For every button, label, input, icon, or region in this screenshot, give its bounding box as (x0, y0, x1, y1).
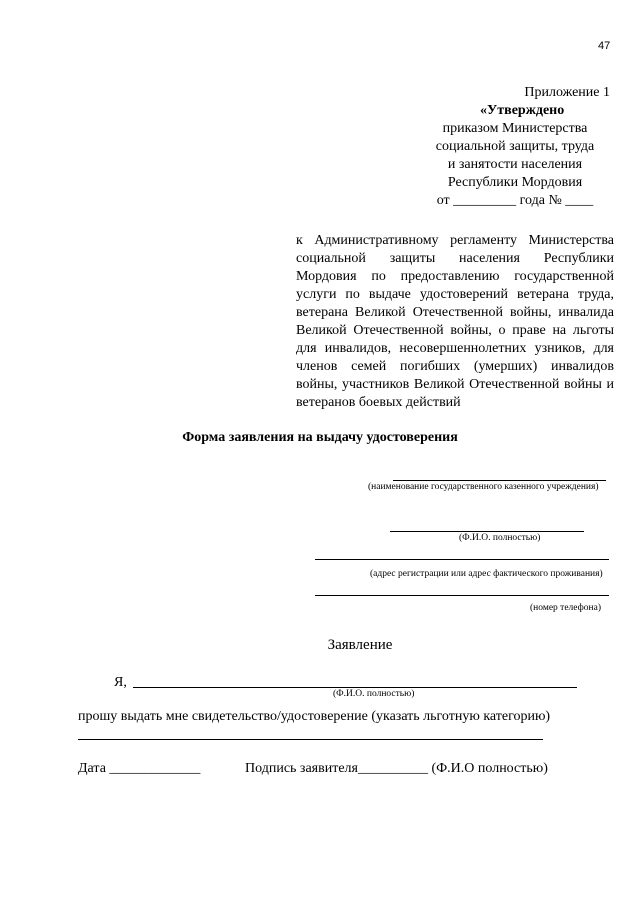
regulation-reference: к Административному регламенту Министерства социальной защиты населения Республики Мордовия по предоставлению государственной услуги по выдаче удостоверений ветерана труда, ветерана Великой Отечественной войны, инвалида Великой Отечественной войны, о праве на льготы для инвалидов, несовершеннолетних узников, для членов семей погибших (умерших) инвалидов войны, участников Великой Отечественной войны и ветеранов боевых действий (296, 233, 614, 410)
institution-caption: (наименование государственного казенного учреждения) (368, 482, 599, 492)
approval-block (420, 84, 610, 210)
applicant-fio-field[interactable] (133, 687, 577, 688)
fio-caption: (Ф.И.О. полностью) (459, 533, 541, 543)
approval-line-1: приказом Министерства (442, 121, 588, 136)
approval-line-2: социальной защиты, труда (435, 139, 595, 154)
signature-label: Подпись заявителя__________ (Ф.И.О полностью) (245, 761, 548, 776)
applicant-fio-caption: (Ф.И.О. полностью) (333, 689, 415, 699)
institution-field[interactable] (393, 480, 606, 481)
approval-line-4: Республики Мордовия (447, 175, 583, 190)
date-label: Дата _____________ (78, 761, 201, 776)
i-label: Я, (114, 675, 127, 690)
phone-field[interactable] (315, 595, 609, 596)
statement-title: Заявление (327, 637, 393, 653)
address-field[interactable] (315, 559, 609, 560)
page-number: 47 (598, 40, 611, 52)
form-title: Форма заявления на выдачу удостоверения (182, 430, 458, 445)
address-caption: (адрес регистрации или адрес фактического проживания) (370, 569, 603, 579)
appendix-label: Приложение 1 (524, 85, 610, 100)
fio-field[interactable] (390, 531, 584, 532)
request-text: прошу выдать мне свидетельство/удостоверение (указать льготную категорию) (78, 709, 551, 724)
approval-line-3: и занятости населения (447, 157, 583, 172)
phone-caption: (номер телефона) (530, 603, 601, 613)
approval-date-line: от _________ года № ____ (436, 193, 594, 208)
approved-label: «Утверждено (480, 103, 565, 118)
category-field[interactable] (78, 739, 543, 740)
